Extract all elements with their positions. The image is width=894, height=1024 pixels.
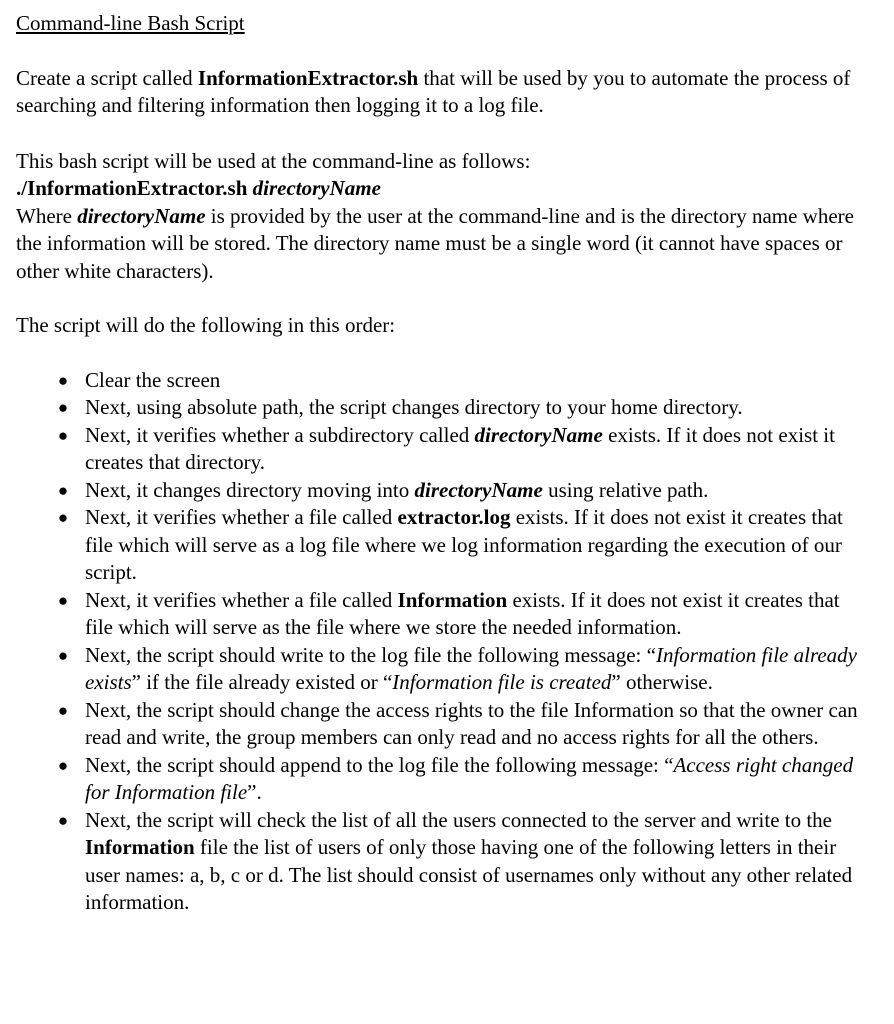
step-argument: directoryName — [414, 477, 543, 502]
document-title: Command-line Bash Script — [16, 11, 245, 35]
step-text: Clear the screen — [85, 367, 221, 392]
intro-suffix: that will be used by you to automate the process of searching and filtering information then logging it to a log file. — [16, 65, 851, 117]
usage-where-paragraph — [16, 203, 870, 286]
step-message: Information file is created — [392, 670, 612, 694]
step-text: exists. If it does not exist it creates that file which will serve as the file where we store the needed information. — [85, 587, 840, 639]
usage-argument: directoryName — [252, 176, 381, 200]
step-text: ” if the file already existed or “ — [131, 670, 393, 694]
step-text: Next, the script should write to the log file the following message: “ — [85, 642, 656, 667]
spacer — [16, 38, 870, 65]
step-text: ”. — [247, 780, 262, 804]
steps-list — [16, 367, 870, 917]
step-text: ” otherwise. — [611, 670, 713, 694]
step-text: Next, it verifies whether a file called — [85, 505, 398, 529]
where-argument: directoryName — [77, 203, 206, 228]
step-text: Next, using absolute path, the script changes directory to your home directory. — [85, 395, 743, 419]
list-item — [16, 367, 870, 395]
list-item — [16, 697, 870, 752]
list-item — [16, 394, 870, 422]
intro-prefix: Create a script called — [16, 65, 198, 90]
bullet-icon: ● — [57, 810, 69, 830]
list-item — [16, 422, 870, 477]
step-text: using relative path. — [542, 477, 709, 502]
step-filename: Information — [85, 835, 195, 859]
list-item — [16, 642, 870, 697]
bullet-icon: ● — [57, 645, 69, 665]
step-text: exists. If it does not exist it creates that directory. — [85, 422, 835, 474]
bullet-icon: ● — [57, 755, 69, 775]
step-argument: directoryName — [474, 422, 603, 447]
step-text: exists. If it does not exist it creates that file which will serve as a log file where we log information regarding the execution of our script. — [85, 505, 843, 584]
list-item — [16, 477, 870, 505]
bullet-icon: ● — [57, 370, 69, 390]
where-prefix: Where — [16, 203, 78, 228]
spacer — [16, 340, 870, 367]
usage-lead: This bash script will be used at the command-line as follows: — [16, 148, 531, 173]
step-text: file the list of users of only those having one of the following letters in their user names: a, b, c or d. The list should consist of usernames only without any other related information. — [85, 835, 853, 914]
order-heading: The script will do the following in this order: — [16, 313, 396, 337]
script-name: InformationExtractor.sh — [197, 65, 419, 90]
spacer — [16, 285, 870, 312]
bullet-icon: ● — [57, 508, 69, 527]
step-text: Next, it changes directory moving into — [85, 477, 415, 502]
intro-paragraph — [16, 65, 870, 120]
step-text: Next, it verifies whether a subdirectory called — [85, 422, 475, 447]
list-item — [16, 752, 870, 807]
step-message: Information file already exists — [85, 642, 857, 694]
list-item — [16, 587, 870, 642]
bullet-icon: ● — [57, 590, 69, 610]
step-text: Next, the script will check the list of all the users connected to the server and write to the — [85, 807, 833, 832]
step-text: Next, the script should append to the log file the following message: “ — [85, 752, 674, 777]
usage-command: ./InformationExtractor.sh — [16, 176, 248, 200]
bullet-icon: ● — [57, 480, 69, 500]
list-item — [16, 807, 870, 917]
step-text: Next, it verifies whether a file called — [85, 587, 398, 612]
step-filename: Information — [397, 587, 508, 612]
spacer — [16, 120, 870, 148]
step-filename: extractor.log — [397, 505, 511, 529]
where-suffix: is provided by the user at the command-line and is the directory name where the information will be stored. The directory name must be a single word (it cannot have spaces or other white characters). — [16, 203, 854, 283]
bullet-icon: ● — [57, 700, 69, 720]
bullet-icon: ● — [57, 398, 69, 417]
step-message: Access right changed for Information file — [85, 752, 854, 804]
step-text: Next, the script should change the access rights to the file Information so that the owner can read and write, the group members can only read and no access rights for all the others. — [85, 697, 858, 749]
bullet-icon: ● — [57, 425, 69, 445]
list-item — [16, 504, 870, 587]
usage-command-line — [16, 175, 870, 203]
